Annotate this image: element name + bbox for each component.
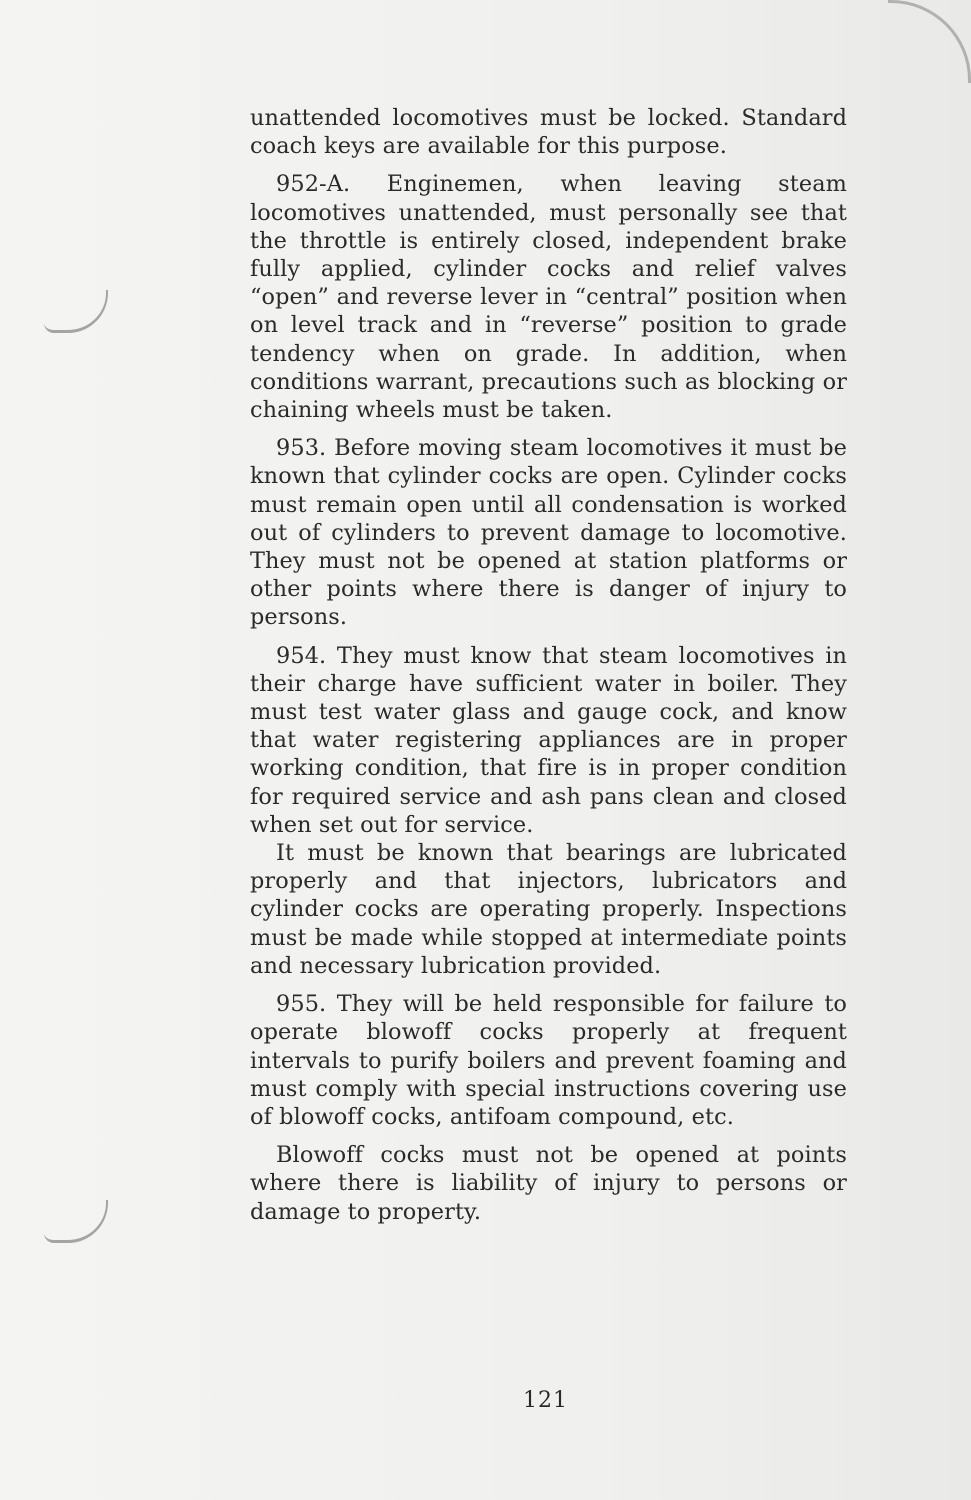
rule-955-continued: Blowoff cocks must not be opened at points where there is liability of injury to persons or damage to property.: [250, 1142, 847, 1225]
binder-hole-mark: [44, 290, 108, 333]
rule-952-a: 952-A. Enginemen, when leaving steam locomotives unattended, must personally see that the throttle is entirely closed, independent brake fully applied, cylinder cocks and relief valves “open” and reverse lever in “central” position when on level track and in “reverse” position to grade tendency when on grade. In addition, when conditions warrant, precautions such as blocking or chaining wheels must be taken.: [250, 171, 847, 424]
page-number: 121: [523, 1388, 568, 1413]
page-body: [250, 104, 847, 1236]
page-corner-curl: [888, 0, 971, 83]
binder-hole-mark: [44, 1200, 108, 1243]
rule-953: 953. Before moving steam locomotives it must be known that cylinder cocks are open. Cylinder cocks must remain open until all condensation is worked out of cylinders to prevent damage to locomotive. They must not be opened at station platforms or other points where there is danger of injury to persons.: [250, 435, 847, 631]
paragraph-continuation: unattended locomotives must be locked. Standard coach keys are available for this purpose.: [250, 105, 847, 160]
rule-954: 954. They must know that steam locomotives in their charge have sufficient water in boiler. They must test water glass and gauge cock, and know that water registering appliances are in proper working condition, that fire is in proper condition for required service and ash pans clean and closed when set out for service.: [250, 642, 847, 838]
rule-955: 955. They will be held responsible for failure to operate blowoff cocks properly at frequent intervals to purify boilers and prevent foaming and must comply with special instructions covering use of blowoff cocks, antifoam compound, etc.: [250, 991, 847, 1130]
rule-954-continued: It must be known that bearings are lubricated properly and that injectors, lubricators and cylinder cocks are operating properly. Inspections must be made while stopped at intermediate points and necessary lubrication provided.: [250, 840, 847, 979]
